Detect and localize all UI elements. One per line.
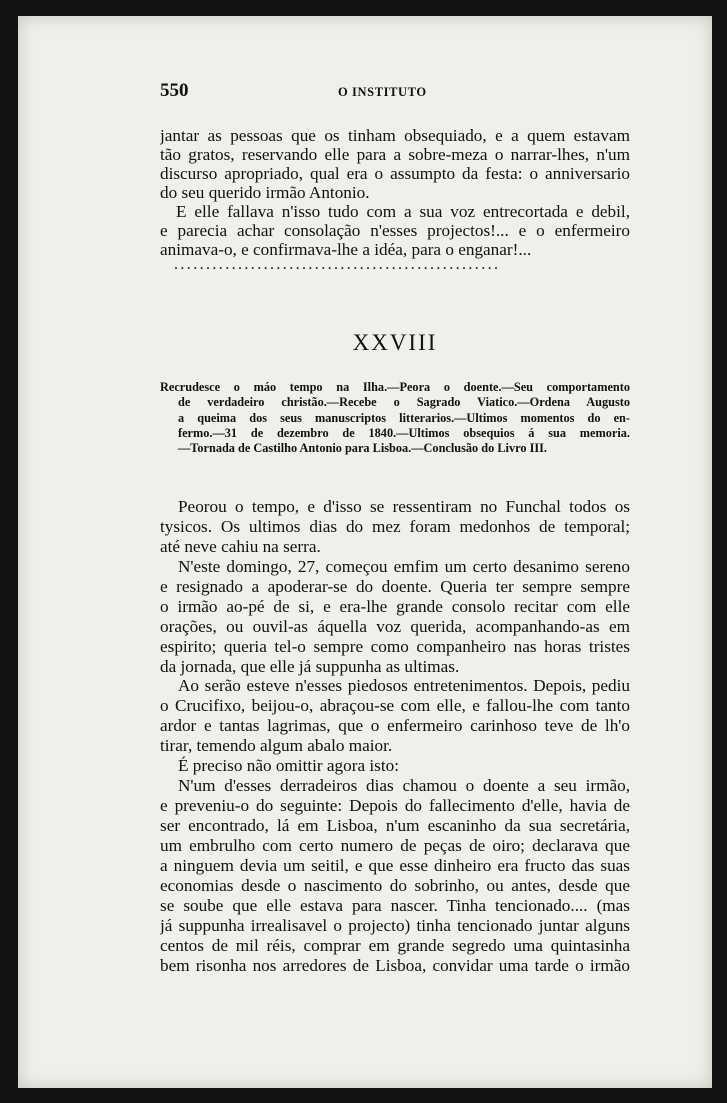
text-line: economias desde o nascimento do sobrinho, ou antes, desde que [160,875,630,895]
page-header [160,80,630,106]
text-line: animava-o, e confirmava-lhe a idéa, para o enganar!... [160,240,532,259]
text-line: ardor e tantas lagrimas, que o enfermeiro carinhoso teve de lh'o [160,716,630,736]
text-line: e resignado a apoderar-se do doente. Queria ter sempre sempre [160,576,630,596]
summary-line: fermo.—31 de dezembro de 1840.—Ultimos obsequios á sua memoria. [178,425,630,440]
text-line: ser encontrado, lá em Lisboa, n'um escaninho da sua secretária, [160,816,630,835]
text-line: e preveniu-o do seguinte: Depois do fallecimento d'elle, havia de [160,796,630,816]
summary-line: de verdadeiro christão.—Recebe o Sagrado Viatico.—Ordena Augusto [178,395,630,410]
chapter-body [160,497,630,976]
text-line: Ao serão esteve n'esses piedosos entretenimentos. Depois, pediu [178,676,630,696]
top-paragraphs [160,126,630,259]
text-line: E elle fallava n'isso tudo com a sua voz entrecortada e debil, [176,202,630,221]
text-line: Peorou o tempo, e d'isso se ressentiram no Funchal todos os [178,497,630,516]
text-line: bem risonha nos arredores de Lisboa, convidar uma tarde o irmão [160,955,630,975]
text-line: até neve cahiu na serra. [160,536,321,556]
text-line: tão gratos, reservando elle para a sobre-meza o narrar-lhes, n'um [160,145,630,164]
text-line: tirar, temendo algum abalo maior. [160,736,393,756]
text-line: orações, ou ouvil-as áquella voz querida, acompanhando-as em [160,616,630,636]
running-title: O INSTITUTO [338,85,427,99]
summary-line: —Tornada de Castilho Antonio para Lisboa.—Conclusão do Livro III. [178,441,547,456]
dotted-separator: ................................................... [174,256,501,273]
text-line: N'um d'esses derradeiros dias chamou o doente a seu irmão, [178,776,630,796]
text-line: centos de mil réis, comprar em grande segredo uma quintasinha [160,935,630,955]
text-line: N'este domingo, 27, começou emfim um certo desanimo sereno [178,556,630,576]
text-line: espirito; queria tel-o sempre como companheiro nas horas tristes [160,636,630,656]
text-line: tysicos. Os ultimos dias do mez foram medonhos de temporal; [160,516,630,536]
text-line: o Crucifixo, beijou-o, abraçou-se com elle, e fallou-lhe com tanto [160,696,630,716]
text-line: a ninguem devia um seitil, e que esse dinheiro era fructo das suas [160,855,630,875]
summary-line: a queima dos seus manuscriptos litterarios.—Ultimos momentos do en- [178,410,630,425]
text-line: e parecia achar consolação n'esses projectos!... e o enfermeiro [160,221,630,240]
text-line: É preciso não omittir agora isto: [178,756,399,776]
text-line: jantar as pessoas que os tinham obsequiado, e a quem estavam [160,126,630,145]
text-line: do seu querido irmão Antonio. [160,183,370,202]
text-line: da jornada, que elle já suppunha as ultimas. [160,656,460,676]
text-line: um embrulho com certo numero de peças de oiro; declarava que [160,835,630,855]
text-line: discurso apropriado, qual era o assumpto da festa: o anniversario [160,164,630,183]
chapter-summary [160,380,630,456]
summary-line: Recrudesce o máo tempo na Ilha.—Peora o doente.—Seu comportamento [160,380,630,394]
page-number: 550 [160,80,189,101]
text-line: já suppunha irrealisavel o projecto) tinha tencionado juntar alguns [160,915,630,935]
text-line: o irmão ao-pé de si, e era-lhe grande consolo recitar com elle [160,596,630,616]
chapter-number: XXVIII [352,330,438,355]
text-line: se soube que elle estava para nascer. Tinha tencionado.... (mas [160,895,630,915]
